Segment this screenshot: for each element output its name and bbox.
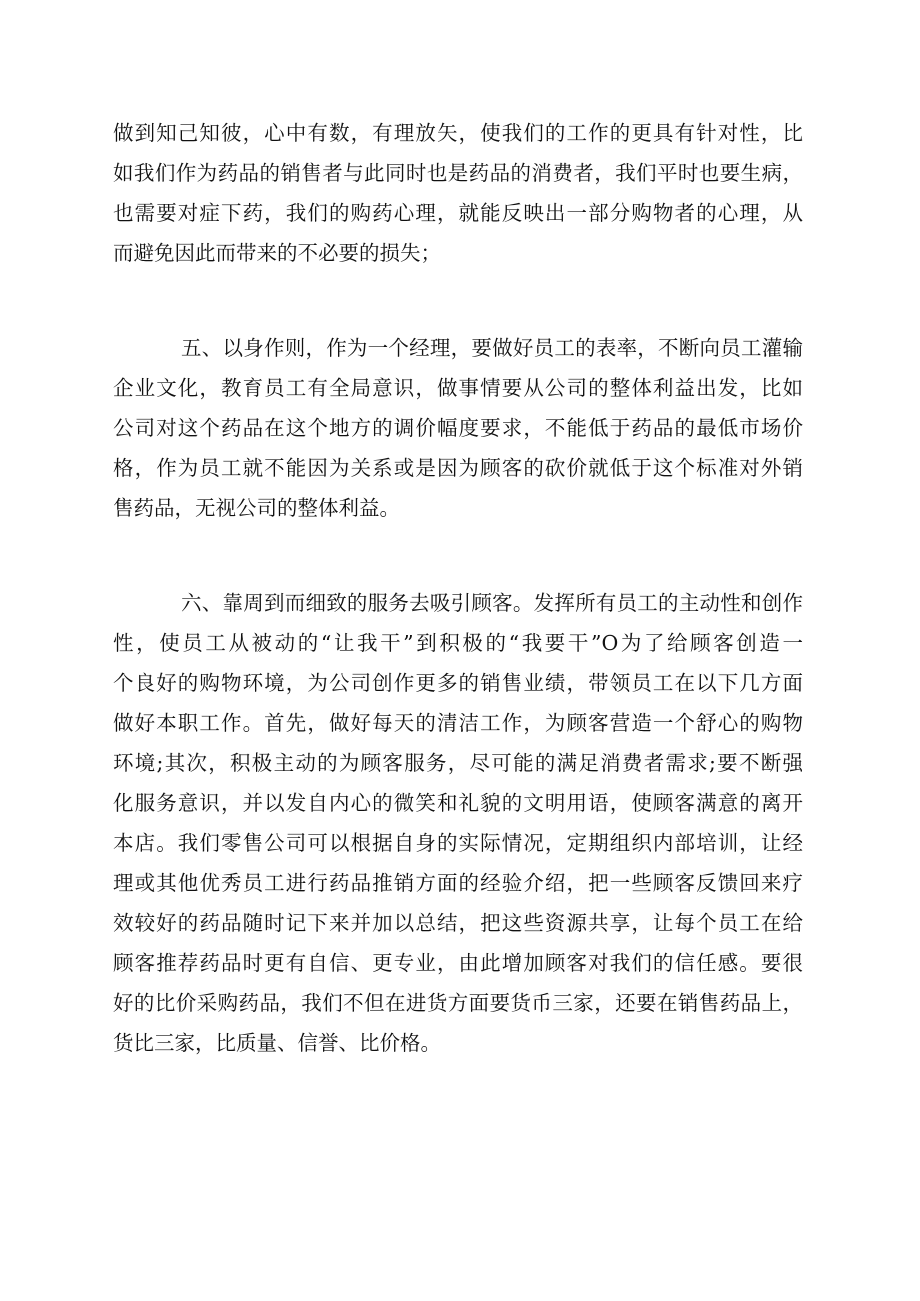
- text-line: 企业文化，教育员工有全局意识，做事情要从公司的整体利益出发，比如: [113, 376, 803, 400]
- text-line: 也需要对症下药，我们的购药心理，就能反映出一部分购物者的心理，从: [113, 201, 803, 225]
- text-line: 顾客推荐药品时更有自信、更专业，由此增加顾客对我们的信任感。要很: [113, 951, 803, 975]
- text-line: 格，作为员工就不能因为关系或是因为顾客的砍价就低于这个标准对外销: [113, 456, 803, 480]
- text-line: 做好本职工作。首先，做好每天的清洁工作，为顾客营造一个舒心的购物: [113, 711, 803, 735]
- text-line: 化服务意识，并以发自内心的微笑和礼貌的文明用语，使顾客满意的离开: [113, 791, 803, 815]
- text-line: 环境;其次，积极主动的为顾客服务，尽可能的满足消费者需求;要不断强: [113, 751, 803, 775]
- text-line: 五、以身作则，作为一个经理，要做好员工的表率，不断向员工灌输: [181, 336, 803, 360]
- text-line: 货比三家，比质量、信誉、比价格。: [113, 1031, 441, 1055]
- text-line: 做到知己知彼，心中有数，有理放矢，使我们的工作的更具有针对性，比: [113, 121, 803, 145]
- text-line: 如我们作为药品的销售者与此同时也是药品的消费者，我们平时也要生病，: [113, 161, 803, 185]
- text-line: 公司对这个药品在这个地方的调价幅度要求，不能低于药品的最低市场价: [113, 416, 803, 440]
- text-line: 个良好的购物环境，为公司创作更多的销售业绩，带领员工在以下几方面: [113, 671, 803, 695]
- text-line: 好的比价采购药品，我们不但在进货方面要货币三家，还要在销售药品上，: [113, 991, 803, 1015]
- text-line: 性，使员工从被动的“让我干”到积极的“我要干”O为了给顾客创造一: [113, 631, 803, 655]
- text-line: 本店。我们零售公司可以根据自身的实际情况，定期组织内部培训，让经: [113, 831, 803, 855]
- text-line: 六、靠周到而细致的服务去吸引顾客。发挥所有员工的主动性和创作: [181, 591, 803, 615]
- text-line: 而避免因此而带来的不必要的损失；: [113, 241, 441, 265]
- text-line: 售药品，无视公司的整体利益。: [113, 496, 400, 520]
- text-line: 理或其他优秀员工进行药品推销方面的经验介绍，把一些顾客反馈回来疗: [113, 871, 803, 895]
- text-line: 效较好的药品随时记下来并加以总结，把这些资源共享，让每个员工在给: [113, 911, 803, 935]
